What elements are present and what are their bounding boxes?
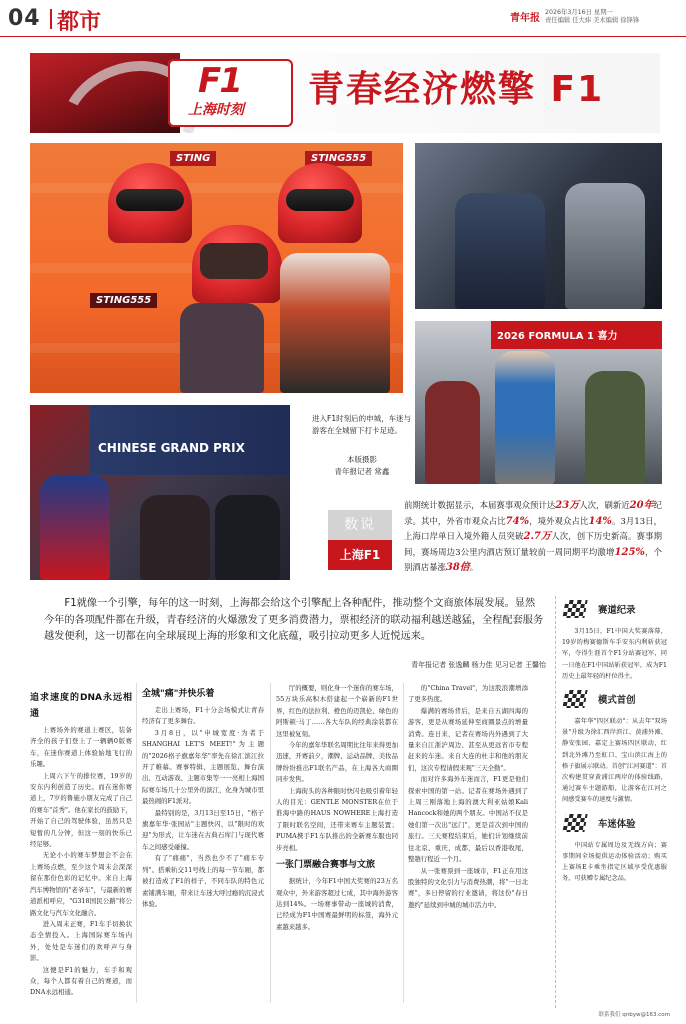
footer-contact: 联系我们 qnbyw@163.com (598, 1012, 670, 1018)
article-paragraph: 从一张赛票到一座城市，F1正在用这股独特的文化引力与消费热潮，将"一日北赛"，多日停留的行业邀请，将这份"春日邀约"延续到申城的城市活力中。 (408, 866, 528, 909)
lead-paragraph: F1就像一个引擎，每年的这一时刻，上海都会给这个引擎配上各种配件，推动整个文商旅体展发展。显然今年的各项配件都在升级，青春经济的火爆激发了更多消费潜力，票根经济的联动福利越送越猛，全程配套服务越发便利，这一切都在向全球展现上海的形象和文化底蕴，吸引拉动更多人近悦远来。 (44, 598, 544, 642)
checkered-flag-icon (562, 600, 587, 618)
article-subheading: 追求速度的DNA永远相通 (30, 693, 132, 719)
article-column-3 (276, 683, 398, 933)
article-paragraph: 最特别的是，3月13日至15日，"格子旗嘉年华·张园站"主题快闪，以"限时的欢迎"为形式，让车迷在古典石库门与现代赛车之间感受碰撞。 (142, 808, 264, 851)
article-paragraph: 的"China Travel"，为这股浪潮增添了更多热度。 (408, 684, 528, 704)
main-headline: 青春经济燃擎 F1 (308, 69, 605, 110)
badge-bottom: 上海F1 (328, 540, 392, 570)
article-column-1 (30, 687, 132, 999)
num-text-part: 前期统计数据显示，本届赛事观众预计达 (404, 500, 556, 510)
photo-fans-autograph (415, 143, 662, 309)
f1-shanghai-logo (168, 59, 293, 127)
sting-sign: STING (170, 151, 216, 166)
page-number: 04 (8, 6, 41, 31)
sidebar-heading: 赛道纪录 (562, 598, 667, 622)
column-rule (270, 683, 271, 1003)
num-highlight: 38倍 (445, 562, 470, 574)
credit-line-1: 本版摄影 (347, 455, 377, 464)
helmet-photo-frame (192, 225, 282, 303)
visitor-figure (180, 303, 264, 393)
numbers-text (404, 498, 662, 576)
num-highlight: 125% (614, 546, 645, 558)
paper-logo: 青年报 (510, 13, 540, 24)
page-separator (50, 9, 52, 29)
article-column-2 (142, 683, 264, 910)
checkered-flag-icon (562, 690, 587, 708)
numbers-badge (328, 510, 392, 570)
article-paragraph: 上周六下午的排位赛，19岁的安东内利创造了历史。而在迷你赛道上，7岁的鲁施小朋友完成了自己的赛车"首秀"。他在家长的鼓励下，开始了自己的驾驶体验，虽然只是短暂的几分钟，但这一刻的快乐已经足够。 (30, 771, 132, 849)
column-rule (136, 683, 137, 1003)
num-highlight: 2.7万 (523, 531, 552, 543)
article-subheading: 全城"痛"并快乐着 (142, 689, 215, 699)
article-subheading: 一张门票融合赛事与文旅 (276, 860, 376, 871)
checkered-flag-icon (562, 814, 587, 832)
formula1-board: 2026 FORMULA 1 喜力 (491, 321, 662, 349)
fan-figure (585, 371, 645, 484)
headline-banner (30, 53, 660, 133)
badge-top: 数说 (328, 510, 392, 540)
track-graphic (30, 53, 180, 133)
photo-selfie-fans (30, 405, 290, 580)
photo-credit (312, 454, 412, 478)
f1-logo-subtitle: 上海时刻 (188, 102, 244, 118)
num-text-part: 。 (469, 562, 479, 573)
article-paragraph: 今年的嘉年华联名周期比往年来得更加迅速，开赛前夕，潮牌、运动品牌、美妆品牌纷纷推出F1联名产品，在上海各大商圈同步发售。 (276, 741, 398, 784)
sidebar-heading: 车迷体验 (562, 812, 667, 836)
column-rule (403, 683, 404, 1003)
num-highlight: 23万 (555, 500, 580, 511)
article-paragraph: 这便是F1的魅力，车手和观众，每个人都有着自己的赛道，而DNA永远相通。 (30, 965, 132, 997)
fan-figure (425, 381, 480, 484)
article-paragraph: 上赛场外的赛道上赛区，装备齐全的孩子们登上了一辆辆0版赛车，在迷你赛道上体验始地飞行的乐趣。 (30, 726, 132, 769)
photo-crowd-paddock (415, 321, 662, 484)
article-paragraph: 厅的概要，则化身一个迷你的赛车场，55万块乐高积木搭建起一个崭新的F1世界，红色的法拉利、橙色的迈凯伦、绿色的阿斯顿·马丁……各大车队的经典涂装都在这里被复刻。 (276, 684, 398, 738)
num-text-part: 人次，刷新近 (579, 500, 630, 510)
sidebar-text: 3月15日，F1中国大奖赛落幕，19岁的梅赛德斯车手安东内利斩获冠军，夺得生涯首个F1分站赛冠军，同一日他在F1中国站斩获冠军，成为F1历史上最年轻的杆位得主。 (562, 628, 667, 680)
num-text-part: ，个别酒店暴涨 (404, 546, 663, 573)
visitor-figure (280, 253, 390, 393)
num-highlight: 74% (505, 515, 530, 527)
sidebar-text: 中国站专属周边及无线方向；赛事期间全场提供运动体验活动；购买上赛场E卡乘坐指定区域享受优惠服务，可获赠专属纪念品。 (562, 841, 667, 883)
masthead-info (545, 9, 639, 25)
article-paragraph: 3月8日，以"申城宽度·为者于SHANGHAI LET'S MEET!"为主题的"2026格子旗嘉年华"率先在徐汇滨江拉开了帷幕。赛事特辑、主题展览、舞台演出、互动游戏、主题市集等一一亮相上海国际赛车场几十公里外的滨江，化身为城市里最热闹的F1派对。 (142, 728, 264, 806)
sidebar-heading: 模式首创 (562, 688, 667, 712)
masthead-rule (0, 36, 686, 37)
photo-caption: 进入F1时刻后的申城，车迷与游客在全城留下打卡足迹。 (312, 414, 412, 435)
screen-text: CHINESE GRAND PRIX (98, 441, 245, 455)
num-highlight: 20年 (629, 500, 654, 511)
num-text-part: 人次，创下历史新高。赛事期间，赛场周边3公里内酒店预订量较前一周同期平均激增 (404, 531, 662, 557)
article-paragraph: 据统计，今年F1中国大奖赛的23万名观众中，外来游客超过七成，其中海外游客达到14%。一场赛事带动一座城的消费，已经成为F1中国赛最鲜明的标签，海外元素越来越多。 (276, 877, 398, 931)
credit-line-2: 青年报记者 常鑫 (334, 467, 390, 476)
fan-figure (495, 351, 555, 484)
sting-sign-2: STING555 (305, 151, 372, 166)
fan-figure (215, 495, 280, 580)
article-paragraph: 进入周末正赛，F1车手切换状态全情投入。上海国际赛车场内外，处处是车迷们的欢呼声与身影。 (30, 919, 132, 963)
num-highlight: 14% (588, 515, 612, 527)
article-paragraph: 无论小小的赛车梦想会不会在上赛场点燃，至少这个周末会深深留在那份色彩的记忆中。来自上海汽车博物馆的"老爷车"，与最新的赛道派相呼应，"G318国民公路"将公路文化与汽车文化融合。 (30, 851, 132, 917)
article-column-4 (408, 683, 528, 911)
helmet-decoration (278, 163, 362, 243)
editors-line: 责任编辑 任大炜 美术编辑 徐锋锋 (545, 17, 640, 24)
sidebar-text: 嘉年华"四区联动"：从去年"双场景"升级为徐汇西岸滨江、黄浦外滩、静安张园、嘉定上赛场四区联动，红到北外滩乃至虹口、宝山滨江海上的格子旗展示联动。首创"江河赛道"：首次构建贯穿黄浦江两岸的体验线路，通过赛车主题游船，让游客在江河之间感受赛车的速度与激情。 (562, 718, 667, 804)
num-text-part: 。3月13日，上海口岸单日入境外籍人员突破 (404, 515, 662, 542)
article-paragraph: 上海街头的各种限时快闪也吸引着年轻人的目光：GENTLE MONSTER在位于淮海中路的HAUS NOWHERE上海打造了限时联名空间，还带来赛车主题装置；PUMA携手F1车队推出的全新赛车服也同步亮相。 (276, 786, 398, 852)
masthead (0, 0, 686, 40)
grand-prix-screen (90, 405, 290, 475)
photo-helmet-wall (30, 143, 403, 393)
article-paragraph: 而对许多海外车迷而言，F1更是他们探索中国的第一站。记者在赛场外遇到了上周三刚落地上海的澳大利亚姑娘Kali Hancock和她的两个朋友。中国站不仅是她们第一次出"远门"，更是首次到中国的旅行。三天赛程结束后，她们计划继续前往北京、重庆、成都，最后以香港收尾，整趟行程近一个月。 (408, 775, 528, 864)
article-paragraph: 爆满的赛场背后，是来自五湖四海的游客，更是从赛场延伸至商圈景点的增量消费。连日来，记者在赛场内外遇到了大量来自江浙沪周边、甚至从更远省市专程赶来的车迷。来自大连的杜丰和他的朋友们，这次专程请假来观"三天全勤"。 (408, 706, 528, 772)
article-paragraph: 走出上赛场，F1十分会场模式让青春经济有了更多舞台。 (142, 706, 264, 726)
section-title: 都市 (57, 10, 102, 35)
get-set-sign: STING555 (90, 293, 157, 308)
num-text-part: 纪录。其中，外省市观众占比 (404, 500, 663, 526)
fan-figure (40, 475, 110, 580)
fan-figure (455, 193, 545, 309)
fan-figure (565, 183, 645, 309)
helmet-decoration (108, 163, 192, 243)
f1-logo-text: F1 (198, 61, 241, 101)
num-text-part: ，境外观众占比 (529, 515, 589, 526)
date-line: 2026年3月16日 星期一 (545, 9, 613, 16)
article-paragraph: 有了"痛痛"，当然也少不了"痛车专列"。搭乘轨交11号线上的每一节车厢，都被打造成了F1的样子，不同车队的特色元素铺满车厢，带来让车迷大呼过瘾的沉浸式体验。 (142, 854, 264, 908)
sidebar-facts (555, 596, 667, 1008)
fan-figure (140, 495, 210, 580)
byline: 青年报记者 张逸麟 杨力佳 见习记者 王馨怡 (411, 661, 546, 669)
